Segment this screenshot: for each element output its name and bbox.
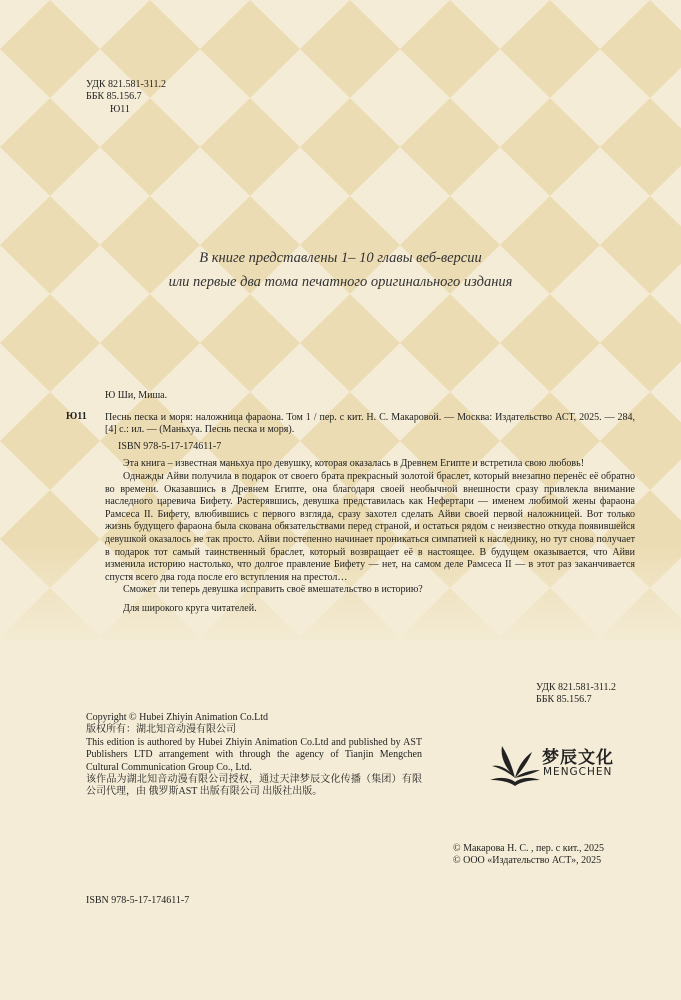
translator-copyright: © Макарова Н. С. , пер. с кит., 2025 [453, 843, 605, 854]
copyrights-right [453, 843, 604, 868]
bibliographic-block [105, 390, 635, 616]
bib-author-sign: Ю11 [66, 411, 87, 422]
right-bbk: ББК 85.156.7 [536, 694, 592, 706]
intro-note-line1: В книге представлены 1– 10 главы веб-версии [199, 250, 482, 266]
book-leaves-icon [486, 740, 544, 786]
bib-title: Песнь песка и моря: наложница фараона. Том 1 / пер. с кит. Н. С. Макаровой. — Москва: Издательство АСТ, 2025. — 284, [4] с.: ил. — (Маньхуа. Песнь песка и моря). [105, 411, 635, 436]
copyright-block [86, 712, 422, 799]
bottom-isbn: ISBN 978-5-17-174611-7 [86, 895, 190, 906]
copyright-line2: 版权所有：湖北知音动漫有限公司 [86, 724, 236, 736]
bib-isbn: ISBN 978-5-17-174611-7 [118, 440, 222, 452]
logo-latin-name: MENGCHEN [543, 766, 613, 778]
copyright-line1: Copyright © Hubei Zhiyin Animation Co.Ltd [86, 712, 269, 723]
udk-code: УДК 821.581-311.2 [86, 79, 167, 90]
bib-annotation-2: Однажды Айви получила в подарок от своего брата прекрасный золотой браслет, который внезапно перенёс её обратно во времени. Оказавшись в Древнем Египте, она благодаря своей необычной внешности сразу привлекла внимание наследного царевича Бифету. Растерявшись, девушка представилась как Нефертари — именем любимой жены фараона Рамсеса II. Бифету, влюбившись с первого взгляда, сразу захотел сделать Айви своей первой наложницей. Вот только жизнь будущего фараона была скована обязательствами перед страной, и остаться рядом с неизвестно откуда появившейся девушкой оказалось не так просто. Айви постепенно начинает проникаться симпатией к наследнику, но тут снова получает в подарок тот самый таинственный браслет, который возвращает её в настоящее. В будущем оказывается, что Айви изменила историю настолько, что долгое правление Бифету — нет, на самом деле Рамсеса II — в этот раз заканчивается спустя всего два года после его вступления на престол… [105, 470, 635, 583]
intro-note [80, 246, 601, 294]
bib-audience: Для широкого круга читателей. [123, 602, 257, 614]
logo-chinese-name: 梦辰文化 [542, 748, 614, 768]
bib-annotation-1: Эта книга – известная маньхуа про девушку, которая оказалась в Древнем Египте и встретила свою любовь! [123, 458, 585, 470]
right-udk: УДК 821.581-311.2 [536, 682, 617, 693]
copyright-english: This edition is authored by Hubei Zhiyin Animation Co.Ltd and published by AST Publishers LTD arrangement with through the agency of Tianjin Mengchen Cultural Communication Group Co., Ltd. [86, 736, 422, 773]
right-codes [536, 682, 616, 707]
bib-annotation-3: Сможет ли теперь девушка исправить своё вмешательство в историю? [123, 584, 423, 596]
bib-author: Ю Ши, Миша. [105, 390, 168, 401]
copyright-chinese: 该作品为湖北知音动漫有限公司授权，通过天津梦辰文化传播（集团）有限公司代理，由 俄罗斯AST 出版有限公司 出版社出版。 [86, 774, 422, 798]
author-sign: Ю11 [110, 103, 130, 115]
mengchen-logo [486, 740, 616, 786]
publisher-copyright: © ООО «Издательство АСТ», 2025 [453, 855, 602, 867]
bbk-code: ББК 85.156.7 [86, 91, 142, 103]
top-codes [86, 79, 166, 116]
intro-note-line2: или первые два тома печатного оригинального издания [168, 274, 513, 290]
